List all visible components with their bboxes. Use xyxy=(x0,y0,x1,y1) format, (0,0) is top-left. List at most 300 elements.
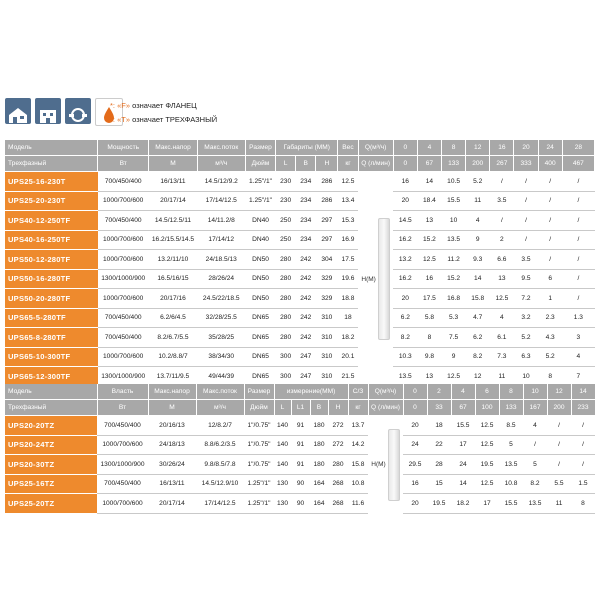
power-value: 1300/1000/900 xyxy=(98,367,149,387)
header-max-flow: Макс.поток xyxy=(196,384,244,400)
header-q-value: 10 xyxy=(523,384,547,400)
head-at-flow-value: 5.5 xyxy=(547,474,571,494)
header-unit: L xyxy=(276,156,296,172)
max-head-value: 16/13/11 xyxy=(148,474,196,494)
pump-curve-illustration xyxy=(368,416,403,514)
head-at-flow-value: 12.5 xyxy=(417,250,441,270)
size-value: DN50 xyxy=(245,269,275,289)
header-unit: кг xyxy=(348,400,368,416)
head-at-flow-value: 15.8 xyxy=(466,289,490,309)
header-q-value: 200 xyxy=(547,400,571,416)
table-row xyxy=(5,191,595,211)
head-at-flow-value: 15.5 xyxy=(442,191,466,211)
model-name: UPS20-30TZ xyxy=(5,455,97,475)
header-q-value: 12 xyxy=(466,140,490,156)
header-size: Размер xyxy=(245,140,275,156)
table2-header-row-2 xyxy=(5,400,595,416)
head-at-flow-value: / xyxy=(514,230,538,250)
weight-value: 17.5 xyxy=(338,250,358,270)
dim-h-value: 286 xyxy=(316,172,338,192)
note-flange: *: «F» означает ФЛАНЕЦ xyxy=(110,101,197,110)
header-q-value: 467 xyxy=(562,156,594,172)
weight-value: 19.6 xyxy=(338,269,358,289)
header-unit: H xyxy=(328,400,348,416)
max-flow-value: 28/26/24 xyxy=(197,269,245,289)
header-unit: Дюйм xyxy=(244,400,274,416)
head-at-flow-value: 12.5 xyxy=(475,416,499,436)
dim-b-value: 180 xyxy=(310,455,328,475)
table-row xyxy=(5,474,595,494)
header-unit: B xyxy=(310,400,328,416)
header-q-value: 0 xyxy=(393,156,417,172)
head-at-flow-value: 5.2 xyxy=(538,347,562,367)
dim-l-value: 230 xyxy=(276,191,296,211)
head-at-flow-value: / xyxy=(547,416,571,436)
power-value: 1000/700/600 xyxy=(98,289,149,309)
head-at-flow-value: 12.5 xyxy=(475,435,499,455)
max-flow-value: 12/8.2/7 xyxy=(196,416,244,436)
head-at-flow-value: / xyxy=(571,435,595,455)
head-at-flow-value: 13 xyxy=(490,269,514,289)
size-value: 1.25"/1" xyxy=(244,474,274,494)
head-at-flow-value: 12.5 xyxy=(490,289,514,309)
h-axis-label: H(M) xyxy=(371,461,386,468)
legend-notes xyxy=(110,99,217,127)
max-head-value: 6.2/6/4.5 xyxy=(149,308,197,328)
head-at-flow-value: 1.5 xyxy=(571,474,595,494)
power-value: 700/450/400 xyxy=(97,416,148,436)
max-flow-value: 8.8/6.2/3.5 xyxy=(196,435,244,455)
model-name: UPS40-12-250TF xyxy=(5,211,98,231)
dim-l-value: 140 xyxy=(274,416,291,436)
head-at-flow-value: 16.8 xyxy=(442,289,466,309)
head-at-flow-value: 6.2 xyxy=(466,328,490,348)
header-q-value: 67 xyxy=(451,400,475,416)
size-value: 1.25"/1" xyxy=(245,191,275,211)
max-flow-value: 24.5/22/18.5 xyxy=(197,289,245,309)
size-value: DN65 xyxy=(245,328,275,348)
dim-b-value: 242 xyxy=(296,250,316,270)
head-at-flow-value: 7.5 xyxy=(442,328,466,348)
dim-h-value: 268 xyxy=(328,474,348,494)
head-at-flow-value: 13.5 xyxy=(499,455,523,475)
dim-h-value: 310 xyxy=(316,328,338,348)
head-at-flow-value: 12 xyxy=(466,367,490,387)
power-value: 1000/700/600 xyxy=(97,435,148,455)
head-at-flow-value: 22 xyxy=(427,435,451,455)
size-value: 1.25"/1" xyxy=(244,494,274,514)
head-at-flow-value: / xyxy=(490,172,514,192)
head-at-flow-value: / xyxy=(538,250,562,270)
pump-spec-table-2 xyxy=(5,384,596,514)
header-dimensions: Габариты (MM) xyxy=(276,140,338,156)
head-at-flow-value: 5.3 xyxy=(442,308,466,328)
dim-l1-value: 91 xyxy=(291,416,310,436)
weight-value: 13.4 xyxy=(338,191,358,211)
pump-icon xyxy=(65,98,91,124)
power-value: 700/450/400 xyxy=(97,474,148,494)
size-value: DN65 xyxy=(245,347,275,367)
head-at-flow-value: / xyxy=(547,435,571,455)
head-at-flow-value: 15.2 xyxy=(417,230,441,250)
head-at-flow-value: 13 xyxy=(417,367,441,387)
head-at-flow-value: 8.2 xyxy=(393,328,417,348)
header-q-value: 6 xyxy=(475,384,499,400)
dim-h-value: 329 xyxy=(316,289,338,309)
dim-h-value: 297 xyxy=(316,230,338,250)
head-at-flow-value: 8.2 xyxy=(466,347,490,367)
header-q-value: 100 xyxy=(475,400,499,416)
max-flow-value: 38/34/30 xyxy=(197,347,245,367)
pump-spec-table-1 xyxy=(5,140,595,387)
head-at-flow-value: / xyxy=(562,250,594,270)
dim-l-value: 280 xyxy=(276,308,296,328)
head-at-flow-value: 14 xyxy=(451,474,475,494)
head-at-flow-value: / xyxy=(523,435,547,455)
dim-b-value: 242 xyxy=(296,308,316,328)
dim-l-value: 140 xyxy=(274,455,291,475)
pump-curve-illustration xyxy=(358,172,393,387)
head-at-flow-value: 6.2 xyxy=(393,308,417,328)
max-head-value: 16.5/16/15 xyxy=(149,269,197,289)
dim-b-value: 247 xyxy=(296,347,316,367)
size-value: DN65 xyxy=(245,308,275,328)
header-power: Власть xyxy=(97,384,148,400)
size-value: 1"/0.75" xyxy=(244,416,274,436)
head-at-flow-value: 19.5 xyxy=(427,494,451,514)
head-at-flow-value: / xyxy=(538,191,562,211)
head-at-flow-value: 9.8 xyxy=(417,347,441,367)
header-q-value: 233 xyxy=(571,400,595,416)
max-head-value: 13.2/11/10 xyxy=(149,250,197,270)
dim-b-value: 234 xyxy=(296,211,316,231)
head-at-flow-value: 9.5 xyxy=(514,269,538,289)
dim-l-value: 130 xyxy=(274,494,291,514)
head-at-flow-value: 3.5 xyxy=(490,191,514,211)
size-value: 1"/0.75" xyxy=(244,435,274,455)
weight-value: 15.3 xyxy=(338,211,358,231)
head-at-flow-value: 5 xyxy=(523,455,547,475)
header-max-head: Макс.напор xyxy=(148,384,196,400)
head-at-flow-value: 8.5 xyxy=(499,416,523,436)
table-row xyxy=(5,230,595,250)
max-head-value: 8.2/6.7/5.5 xyxy=(149,328,197,348)
power-value: 1300/1000/900 xyxy=(97,455,148,475)
building-icon xyxy=(35,98,61,124)
dim-h-value: 272 xyxy=(328,416,348,436)
head-at-flow-value: / xyxy=(547,455,571,475)
pump-image xyxy=(378,218,390,340)
header-unit: м³/ч xyxy=(197,156,245,172)
dim-b-value: 242 xyxy=(296,289,316,309)
table-row xyxy=(5,455,595,475)
head-at-flow-value: 5.2 xyxy=(466,172,490,192)
weight-value: 16.9 xyxy=(338,230,358,250)
header-size: Размер xyxy=(244,384,274,400)
head-at-flow-value: 8.2 xyxy=(523,474,547,494)
dim-l1-value: 91 xyxy=(291,435,310,455)
table-row xyxy=(5,347,595,367)
head-at-flow-value: / xyxy=(571,455,595,475)
header-unit: Вт xyxy=(98,156,149,172)
header-q-value: 4 xyxy=(417,140,441,156)
table-row xyxy=(5,328,595,348)
head-at-flow-value: 9 xyxy=(442,347,466,367)
dim-h-value: 310 xyxy=(316,308,338,328)
head-at-flow-value: 15 xyxy=(427,474,451,494)
head-at-flow-value: 4.7 xyxy=(466,308,490,328)
header-q-value: 0 xyxy=(393,140,417,156)
header-q-value: 0 xyxy=(403,384,427,400)
max-flow-value: 24/18.5/13 xyxy=(197,250,245,270)
dim-l-value: 280 xyxy=(276,328,296,348)
head-at-flow-value: 13.5 xyxy=(393,367,417,387)
head-at-flow-value: 18.2 xyxy=(451,494,475,514)
header-q-lmin: Q (л/мин) xyxy=(368,400,403,416)
head-at-flow-value: 17 xyxy=(451,435,475,455)
head-at-flow-value: / xyxy=(514,191,538,211)
head-at-flow-value: 14 xyxy=(417,172,441,192)
head-at-flow-value: / xyxy=(562,289,594,309)
max-flow-value: 14/11.2/8 xyxy=(197,211,245,231)
head-at-flow-value: 20 xyxy=(403,416,427,436)
head-at-flow-value: 8 xyxy=(417,328,441,348)
model-name: UPS65-12-300TF xyxy=(5,367,98,387)
max-head-value: 20/17/14 xyxy=(149,191,197,211)
dim-l-value: 250 xyxy=(276,230,296,250)
dim-l-value: 250 xyxy=(276,211,296,231)
power-value: 700/450/400 xyxy=(98,328,149,348)
max-head-value: 20/17/14 xyxy=(148,494,196,514)
max-head-value: 16/13/11 xyxy=(149,172,197,192)
table1-header-row-2 xyxy=(5,156,595,172)
power-value: 700/450/400 xyxy=(98,308,149,328)
table-row xyxy=(5,435,595,455)
header-q-value: 400 xyxy=(538,156,562,172)
power-value: 1000/700/600 xyxy=(97,494,148,514)
header-q-value: 33 xyxy=(427,400,451,416)
table1-header-row-1 xyxy=(5,140,595,156)
head-at-flow-value: 6.3 xyxy=(514,347,538,367)
dim-h-value: 310 xyxy=(316,367,338,387)
head-at-flow-value: 16 xyxy=(403,474,427,494)
header-q-value: 133 xyxy=(499,400,523,416)
model-name: UPS25-16-230T xyxy=(5,172,98,192)
head-at-flow-value: 16 xyxy=(393,172,417,192)
head-at-flow-value: 11.2 xyxy=(442,250,466,270)
head-at-flow-value: 29.5 xyxy=(403,455,427,475)
header-q-value: 28 xyxy=(562,140,594,156)
head-at-flow-value: 14.5 xyxy=(393,211,417,231)
power-value: 1300/1000/900 xyxy=(98,269,149,289)
head-at-flow-value: / xyxy=(490,211,514,231)
head-at-flow-value: / xyxy=(571,416,595,436)
head-at-flow-value: 3.2 xyxy=(514,308,538,328)
note-three-phase: *: «T» означает ТРЕХФАЗНЫЙ xyxy=(110,115,218,124)
table-row xyxy=(5,494,595,514)
head-at-flow-value: / xyxy=(562,191,594,211)
head-at-flow-value: 19.5 xyxy=(475,455,499,475)
header-q-value: 8 xyxy=(499,384,523,400)
weight-value: 18.2 xyxy=(338,328,358,348)
head-at-flow-value: 10.8 xyxy=(499,474,523,494)
power-value: 1000/700/600 xyxy=(98,191,149,211)
dim-h-value: 304 xyxy=(316,250,338,270)
dim-l-value: 140 xyxy=(274,435,291,455)
head-at-flow-value: 15.5 xyxy=(451,416,475,436)
max-flow-value: 14.5/12.9/10 xyxy=(196,474,244,494)
header-unit: L1 xyxy=(291,400,310,416)
header-q-value: 333 xyxy=(514,156,538,172)
weight-value: 18.8 xyxy=(338,289,358,309)
head-at-flow-value: 8 xyxy=(571,494,595,514)
dim-h-value: 268 xyxy=(328,494,348,514)
head-at-flow-value: 7.2 xyxy=(514,289,538,309)
max-head-value: 16.2/15.5/14.5 xyxy=(149,230,197,250)
head-at-flow-value: 7.3 xyxy=(490,347,514,367)
max-flow-value: 49/44/39 xyxy=(197,367,245,387)
size-value: DN50 xyxy=(245,289,275,309)
head-at-flow-value: 2.3 xyxy=(538,308,562,328)
max-head-value: 10.2/8.8/7 xyxy=(149,347,197,367)
dim-b-value: 164 xyxy=(310,474,328,494)
head-at-flow-value: 4.3 xyxy=(538,328,562,348)
header-q-value: 200 xyxy=(466,156,490,172)
weight-value: 20.1 xyxy=(338,347,358,367)
head-at-flow-value: 8 xyxy=(538,367,562,387)
head-at-flow-value: 10.5 xyxy=(442,172,466,192)
head-at-flow-value: 20 xyxy=(393,191,417,211)
dim-b-value: 180 xyxy=(310,435,328,455)
head-at-flow-value: 11 xyxy=(547,494,571,514)
head-at-flow-value: 16.2 xyxy=(393,230,417,250)
dim-b-value: 234 xyxy=(296,191,316,211)
header-q-value: 16 xyxy=(490,140,514,156)
head-at-flow-value: 13.2 xyxy=(393,250,417,270)
dim-h-value: 310 xyxy=(316,347,338,367)
header-q-value: 4 xyxy=(451,384,475,400)
dim-b-value: 180 xyxy=(310,416,328,436)
power-value: 1000/700/600 xyxy=(98,250,149,270)
head-at-flow-value: / xyxy=(538,172,562,192)
model-name: UPS50-20-280TF xyxy=(5,289,98,309)
weight-value: 11.6 xyxy=(348,494,368,514)
max-flow-value: 17/14/12.5 xyxy=(196,494,244,514)
head-at-flow-value: 9.3 xyxy=(466,250,490,270)
h-axis-box xyxy=(358,172,393,386)
header-q-value: 12 xyxy=(547,384,571,400)
max-flow-value: 17/14/12.5 xyxy=(197,191,245,211)
head-at-flow-value: 20 xyxy=(393,289,417,309)
dim-b-value: 242 xyxy=(296,269,316,289)
model-name: UPS20-20TZ xyxy=(5,416,97,436)
header-q-value: 8 xyxy=(442,140,466,156)
head-at-flow-value: 5.8 xyxy=(417,308,441,328)
table2-header-row-1 xyxy=(5,384,595,400)
header-weight: C/З xyxy=(348,384,368,400)
head-at-flow-value: 18 xyxy=(427,416,451,436)
header-model: Модель xyxy=(5,384,97,400)
weight-value: 15.8 xyxy=(348,455,368,475)
size-value: DN40 xyxy=(245,211,275,231)
head-at-flow-value: 6.1 xyxy=(490,328,514,348)
header-q-m3: Q(м³/ч) xyxy=(358,140,393,156)
weight-value: 18 xyxy=(338,308,358,328)
header-max-flow: Макс.поток xyxy=(197,140,245,156)
header-q-m3: Q(м³/ч) xyxy=(368,384,403,400)
header-weight: Вес xyxy=(338,140,358,156)
head-at-flow-value: 13.5 xyxy=(523,494,547,514)
head-at-flow-value: 2 xyxy=(490,230,514,250)
table-row xyxy=(5,269,595,289)
head-at-flow-value: 5.2 xyxy=(514,328,538,348)
head-at-flow-value: 17.5 xyxy=(417,289,441,309)
table-row xyxy=(5,289,595,309)
weight-value: 14.2 xyxy=(348,435,368,455)
header-max-head: Макс.напор xyxy=(149,140,197,156)
head-at-flow-value: 3.5 xyxy=(514,250,538,270)
head-at-flow-value: / xyxy=(538,230,562,250)
head-at-flow-value: 28 xyxy=(427,455,451,475)
dim-h-value: 297 xyxy=(316,211,338,231)
header-unit: м³/ч xyxy=(196,400,244,416)
power-value: 700/450/400 xyxy=(98,172,149,192)
head-at-flow-value: 5 xyxy=(499,435,523,455)
model-name: UPS65-10-300TF xyxy=(5,347,98,367)
head-at-flow-value: / xyxy=(514,172,538,192)
dim-l1-value: 90 xyxy=(291,494,310,514)
header-q-value: 167 xyxy=(523,400,547,416)
head-at-flow-value: / xyxy=(562,230,594,250)
head-at-flow-value: 6 xyxy=(538,269,562,289)
head-at-flow-value: 10 xyxy=(442,211,466,231)
head-at-flow-value: 10 xyxy=(514,367,538,387)
dim-h-value: 272 xyxy=(328,435,348,455)
head-at-flow-value: 10.3 xyxy=(393,347,417,367)
max-head-value: 13.7/11/9.5 xyxy=(149,367,197,387)
head-at-flow-value: 4 xyxy=(562,347,594,367)
h-axis-box xyxy=(368,416,403,513)
head-at-flow-value: 7 xyxy=(562,367,594,387)
power-value: 1000/700/600 xyxy=(98,230,149,250)
dim-b-value: 164 xyxy=(310,494,328,514)
dim-l-value: 300 xyxy=(276,347,296,367)
header-q-value: 2 xyxy=(427,384,451,400)
max-head-value: 30/26/24 xyxy=(148,455,196,475)
weight-value: 12.5 xyxy=(338,172,358,192)
header-unit: Дюйм xyxy=(245,156,275,172)
model-name: UPS40-16-250TF xyxy=(5,230,98,250)
model-name: UPS25-20-230T xyxy=(5,191,98,211)
header-q-lmin: Q (л/мин) xyxy=(358,156,393,172)
header-q-value: 133 xyxy=(442,156,466,172)
model-name: UPS50-16-280TF xyxy=(5,269,98,289)
header-q-value: 14 xyxy=(571,384,595,400)
model-name: UPS25-16TZ xyxy=(5,474,97,494)
head-at-flow-value: / xyxy=(562,269,594,289)
head-at-flow-value: / xyxy=(562,211,594,231)
size-value: 1"/0.75" xyxy=(244,455,274,475)
max-flow-value: 17/14/12 xyxy=(197,230,245,250)
head-at-flow-value: 24 xyxy=(451,455,475,475)
table-row xyxy=(5,416,595,436)
head-at-flow-value: / xyxy=(514,211,538,231)
size-value: 1.25"/1" xyxy=(245,172,275,192)
model-name: UPS50-12-280TF xyxy=(5,250,98,270)
dim-l-value: 280 xyxy=(276,269,296,289)
h-axis-label: H(M) xyxy=(361,275,376,283)
header-unit: M xyxy=(148,400,196,416)
